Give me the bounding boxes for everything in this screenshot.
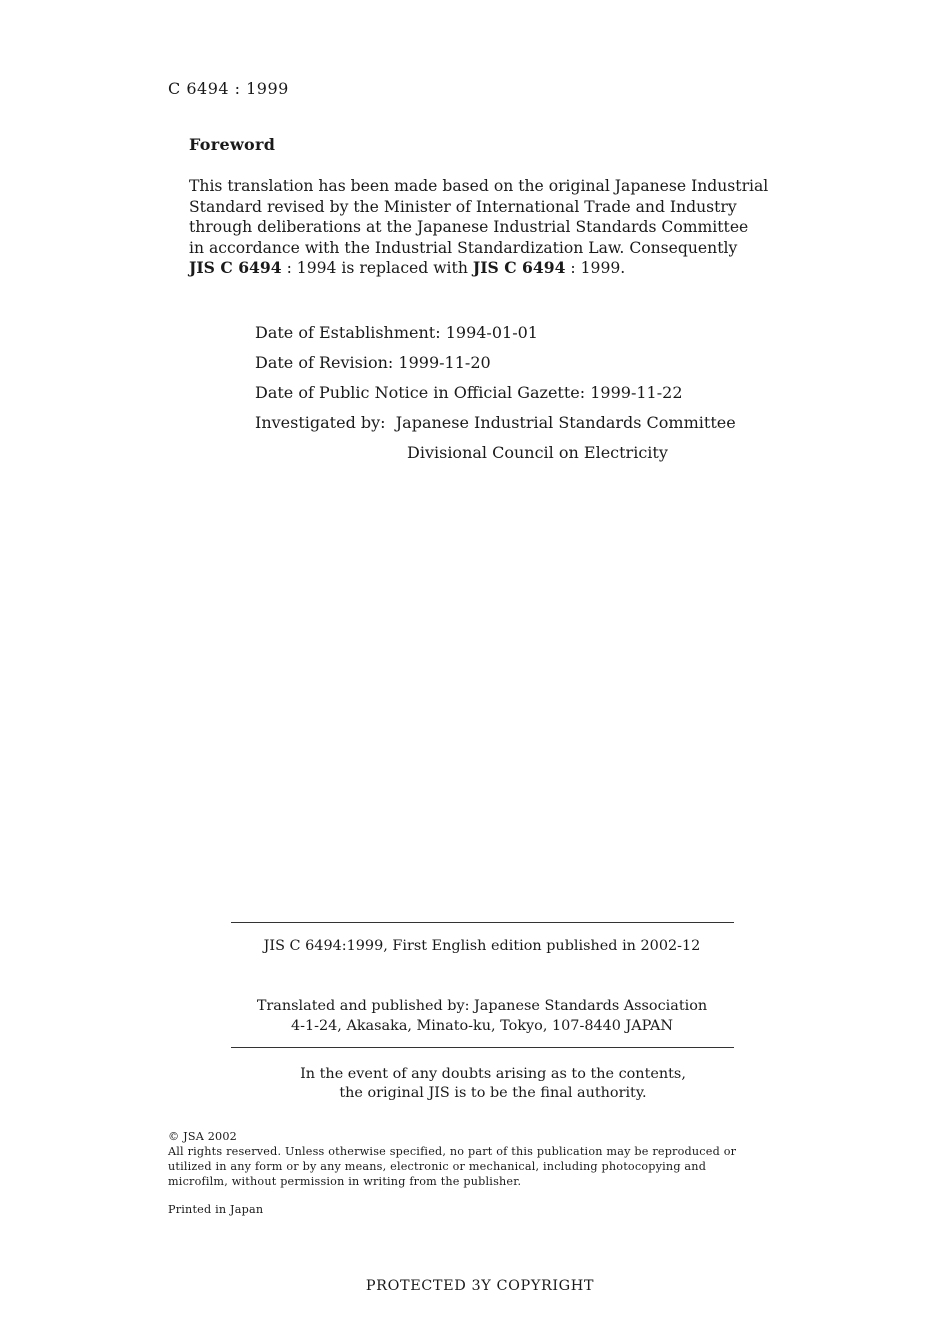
foreword-line: This translation has been made based on the original Japanese Industrial: [189, 177, 769, 195]
dates-block: [255, 318, 736, 468]
old-standard-ref: JIS C 6494: [189, 258, 282, 278]
investigated-by-row-2: Divisional Council on Electricity: [407, 443, 668, 462]
foreword-line: through deliberations at the Japanese Industrial Standards Committee: [189, 218, 749, 237]
rights-line: utilized in any form or by any means, electronic or mechanical, including photocopying and: [168, 1160, 707, 1173]
publisher-line: Translated and published by: Japanese Standards Association: [256, 998, 708, 1014]
investigated-value: Japanese Industrial Standards Committee: [395, 413, 736, 432]
establishment-value: 1994-01-01: [445, 323, 538, 342]
revision-value: 1999-11-20: [398, 353, 491, 372]
revision-label: Date of Revision:: [255, 353, 394, 372]
divider-bottom: [231, 1047, 734, 1048]
rights-line: microfilm, without permission in writing from the publisher.: [168, 1175, 522, 1188]
investigated-label: Investigated by:: [255, 413, 386, 432]
publisher-address: 4-1-24, Akasaka, Minato-ku, Tokyo, 107-8440 JAPAN: [290, 1018, 674, 1034]
authority-line: the original JIS is to be the final authority.: [339, 1085, 647, 1101]
edition-note: JIS C 6494:1999, First English edition published in 2002-12: [263, 938, 701, 954]
establishment-date-row: [255, 318, 736, 348]
foreword-line: in accordance with the Industrial Standardization Law. Consequently: [189, 238, 738, 257]
printed-in: Printed in Japan: [168, 1203, 264, 1216]
copyright-line: © JSA 2002: [168, 1130, 237, 1143]
divider-top: [231, 922, 734, 923]
publisher-block: [0, 996, 950, 1036]
authority-line: In the event of any doubts arising as to the contents,: [300, 1066, 686, 1082]
foreword-paragraph: [189, 176, 799, 279]
public-notice-date-row: [255, 378, 736, 408]
establishment-label: Date of Establishment:: [255, 323, 441, 342]
rights-line: All rights reserved. Unless otherwise specified, no part of this publication may be reproduced or: [168, 1145, 737, 1158]
new-standard-ref: JIS C 6494: [472, 258, 566, 278]
investigated-by-row: [255, 408, 736, 438]
authority-note: [0, 1065, 950, 1103]
public-notice-value: 1999-11-22: [590, 383, 683, 402]
old-standard-year: : 1994 is replaced with: [281, 259, 473, 278]
public-notice-label: Date of Public Notice in Official Gazette:: [255, 383, 586, 402]
copyright-notice: [168, 1129, 736, 1189]
revision-date-row: [255, 348, 736, 378]
foreword-line: Standard revised by the Minister of International Trade and Industry: [189, 197, 737, 216]
standard-code: C 6494 : 1999: [168, 79, 289, 98]
foreword-heading: Foreword: [189, 135, 276, 154]
protected-by-copyright-footer: PROTECTED 3Y COPYRIGHT: [365, 1278, 595, 1294]
new-standard-year: : 1999.: [565, 259, 626, 278]
foreword-line: [189, 258, 799, 279]
